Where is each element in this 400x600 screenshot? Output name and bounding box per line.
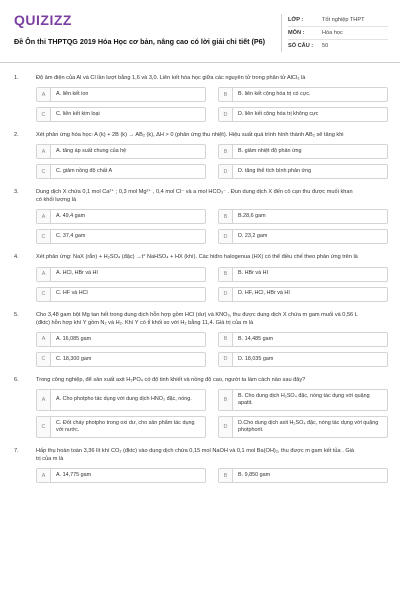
question-text: Cho 3,48 gam bột Mg tan hết trong dung dịch hỗn hợp gồm HCl (dư) và KNO₃, thu được dung dịch X chứa m gam muối và 0,56 L (đktc) hỗn hợp khí Y gồm N₂ và H₂. Khí Y có tỉ khối so với H₂ bằng 11,4. Giá trị của m là bbox=[36, 311, 358, 326]
meta-row-subject bbox=[288, 27, 388, 40]
meta-value: Hóa học bbox=[322, 30, 343, 36]
option-text: D. tăng thể tích bình phản ứng bbox=[238, 168, 312, 175]
question-text: Xét phản ứng hóa học: A (k) + 2B (k) → AB₂ (k), ΔH > 0 (phản ứng thu nhiệt). Hiệu suất quá trình hình thành AB₂ sẽ tăng khi bbox=[36, 132, 344, 139]
question-stem bbox=[14, 447, 388, 463]
question-number: 1. bbox=[14, 75, 19, 81]
option-a[interactable] bbox=[36, 468, 206, 483]
option-letter: A bbox=[37, 268, 51, 281]
option-b[interactable] bbox=[218, 332, 388, 347]
question-text: Dung dịch X chứa 0,1 mol Ca²⁺ ; 0,3 mol Mg²⁺ , 0,4 mol Cl⁻ và a mol HCO₃⁻ . Đun dung dịch X đến cô cạn thu được muối khan có khối lượng là bbox=[36, 189, 353, 204]
option-text: C. HF và HCl bbox=[56, 290, 88, 297]
question-stem bbox=[14, 253, 388, 261]
option-letter: D bbox=[219, 230, 233, 243]
option-letter: D bbox=[219, 417, 233, 437]
option-text: C. giảm nồng độ chất A bbox=[56, 168, 113, 175]
option-d[interactable] bbox=[218, 164, 388, 179]
option-c[interactable] bbox=[36, 107, 206, 122]
option-letter: B bbox=[219, 145, 233, 158]
option-letter: A bbox=[37, 145, 51, 158]
option-d[interactable] bbox=[218, 107, 388, 122]
meta-value: Tốt nghiệp THPT bbox=[322, 17, 365, 23]
question-number: 2. bbox=[14, 132, 19, 139]
question-text: Xét phản ứng: NaX (rắn) + H₂SO₄ (đặc) →t° NaHSO₄ + HX (khí). Các hiđro halogenua (HX) có thể điều chế theo phản ứng trên là bbox=[36, 254, 358, 261]
option-b[interactable] bbox=[218, 144, 388, 159]
question-stem bbox=[14, 131, 388, 139]
option-d[interactable] bbox=[218, 287, 388, 302]
question-stem bbox=[14, 376, 388, 384]
option-letter: C bbox=[37, 230, 51, 243]
option-text: B. 14,485 gam bbox=[238, 335, 274, 342]
question-stem bbox=[14, 188, 388, 204]
question-number: 7. bbox=[14, 447, 19, 454]
option-text: B. 9,850 gam bbox=[238, 471, 271, 478]
option-text: D. 18,035 gam bbox=[238, 355, 274, 362]
option-text: A. Cho photpho tác dụng với dung dịch HNO₃ đặc, nóng. bbox=[56, 396, 192, 403]
option-text: D. HF, HCl, HBr và HI bbox=[238, 290, 290, 297]
option-c[interactable] bbox=[36, 164, 206, 179]
option-grid bbox=[36, 209, 388, 244]
option-letter: B bbox=[219, 88, 233, 101]
worksheet-meta bbox=[281, 14, 388, 52]
option-text: D. liên kết cộng hóa trị không cực bbox=[238, 110, 319, 117]
option-grid bbox=[36, 144, 388, 179]
option-letter: D bbox=[219, 288, 233, 301]
option-letter: B bbox=[219, 390, 233, 410]
meta-key: LỚP : bbox=[288, 17, 304, 23]
option-letter: B bbox=[219, 210, 233, 223]
question-1 bbox=[14, 74, 388, 122]
option-text: C. 37,4 gam bbox=[56, 233, 86, 240]
header-divider bbox=[0, 62, 400, 63]
option-a[interactable] bbox=[36, 209, 206, 224]
option-letter: D bbox=[219, 165, 233, 178]
option-letter: A bbox=[37, 390, 51, 410]
option-letter: A bbox=[37, 469, 51, 482]
option-text: B. HBr và HI bbox=[238, 270, 268, 277]
option-b[interactable] bbox=[218, 389, 388, 411]
question-7 bbox=[14, 447, 388, 483]
option-a[interactable] bbox=[36, 87, 206, 102]
question-number: 5. bbox=[14, 311, 19, 318]
option-letter: B bbox=[219, 469, 233, 482]
question-text: Hấp thụ hoàn toàn 3,36 lít khí CO₂ (đktc) vào dung dịch chứa 0,15 mol NaOH và 0,1 mol Ba(OH)₂, thu được m gam kết tủa . Giá trị của m là bbox=[36, 447, 355, 462]
option-text: A. liên kết ion bbox=[56, 90, 89, 97]
option-grid bbox=[36, 267, 388, 302]
option-a[interactable] bbox=[36, 144, 206, 159]
option-grid bbox=[36, 389, 388, 438]
question-text: Trong công nghiệp, để sản xuất axit H₃PO₄ có độ tinh khiết và nồng độ cao, người ta làm cách nào sau đây? bbox=[36, 376, 306, 383]
question-stem bbox=[14, 311, 388, 327]
option-text: C. liên kết kim loại bbox=[56, 110, 100, 117]
option-letter: B bbox=[219, 268, 233, 281]
question-3 bbox=[14, 188, 388, 244]
option-letter: C bbox=[37, 353, 51, 366]
option-grid bbox=[36, 332, 388, 367]
option-b[interactable] bbox=[218, 267, 388, 282]
option-b[interactable] bbox=[218, 209, 388, 224]
option-text: C. 18,300 gam bbox=[56, 355, 92, 362]
meta-row-count bbox=[288, 40, 388, 52]
option-b[interactable] bbox=[218, 468, 388, 483]
question-stem bbox=[14, 74, 388, 82]
question-text: Độ âm điện của Al và Cl lần lượt bằng 1,6 và 3,0. Liên kết hóa học giữa các nguyên tử trong phân tử AlCl₃ là bbox=[36, 75, 306, 81]
option-text: C. Đốt cháy photpho trong oxi dư, cho sản phẩm tác dụng với nước. bbox=[56, 419, 195, 433]
option-grid bbox=[36, 87, 388, 122]
option-letter: C bbox=[37, 417, 51, 437]
option-c[interactable] bbox=[36, 287, 206, 302]
option-text: A. 49,4 gam bbox=[56, 213, 86, 220]
option-d[interactable] bbox=[218, 229, 388, 244]
option-letter: C bbox=[37, 108, 51, 121]
meta-key: MÔN : bbox=[288, 30, 305, 36]
worksheet-header bbox=[14, 10, 388, 66]
question-2 bbox=[14, 131, 388, 179]
question-list bbox=[14, 74, 388, 492]
option-letter: A bbox=[37, 333, 51, 346]
question-5 bbox=[14, 311, 388, 367]
question-6 bbox=[14, 376, 388, 438]
option-c[interactable] bbox=[36, 416, 206, 438]
option-d[interactable] bbox=[218, 352, 388, 367]
option-letter: A bbox=[37, 88, 51, 101]
option-text: A. 14,775 gam bbox=[56, 471, 92, 478]
option-grid bbox=[36, 468, 388, 483]
quizizz-logo: QUIZIZZ bbox=[14, 12, 72, 28]
question-4 bbox=[14, 253, 388, 301]
question-number: 6. bbox=[14, 376, 19, 383]
option-letter: B bbox=[219, 333, 233, 346]
option-text: D.Cho dung dịch axit H₂SO₄ đặc, nóng tác dụng với quặng photphorit. bbox=[238, 419, 379, 433]
option-letter: A bbox=[37, 210, 51, 223]
option-letter: D bbox=[219, 108, 233, 121]
question-number: 3. bbox=[14, 189, 19, 196]
option-text: B.28,6 gam bbox=[238, 213, 266, 220]
option-c[interactable] bbox=[36, 229, 206, 244]
worksheet-title: Đề Ôn thi THPTQG 2019 Hóa Học cơ bản, nâng cao có lời giải chi tiết (P6) bbox=[14, 37, 266, 46]
option-d[interactable] bbox=[218, 416, 388, 438]
option-text: D. 23,2 gam bbox=[238, 233, 268, 240]
meta-row-class bbox=[288, 14, 388, 27]
question-number: 4. bbox=[14, 254, 19, 261]
option-text: A. tăng áp suất chung của hệ bbox=[56, 148, 127, 155]
option-b[interactable] bbox=[218, 87, 388, 102]
option-text: A. 16,085 gam bbox=[56, 335, 92, 342]
meta-value: 50 bbox=[322, 43, 329, 49]
option-c[interactable] bbox=[36, 352, 206, 367]
option-letter: C bbox=[37, 288, 51, 301]
option-a[interactable] bbox=[36, 389, 206, 411]
option-text: B. giảm nhiệt độ phản ứng bbox=[238, 148, 302, 155]
option-letter: C bbox=[37, 165, 51, 178]
option-text: A. HCl, HBr và HI bbox=[56, 270, 98, 277]
option-a[interactable] bbox=[36, 332, 206, 347]
option-text: B. Cho dung dịch H₂SO₄ đặc, nóng tác dụng với quặng apatit. bbox=[238, 392, 370, 406]
option-letter: D bbox=[219, 353, 233, 366]
meta-key: SỐ CÂU : bbox=[288, 43, 314, 49]
option-text: B. liên kết cộng hóa trị có cực. bbox=[238, 90, 311, 97]
option-a[interactable] bbox=[36, 267, 206, 282]
